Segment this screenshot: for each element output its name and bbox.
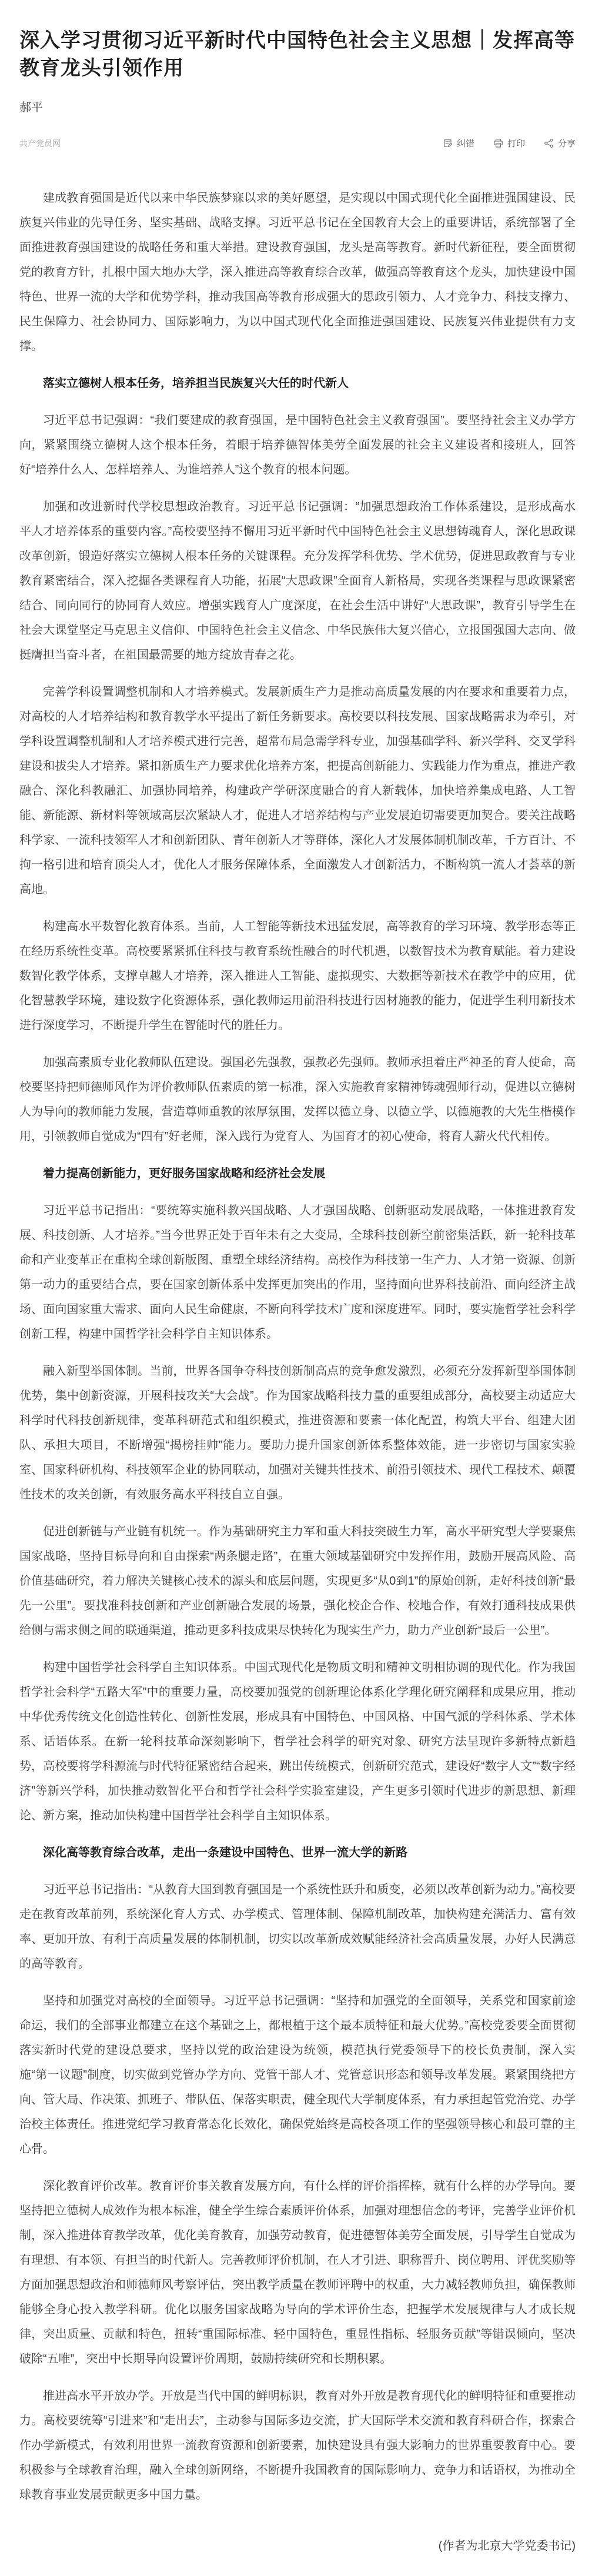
article-source: 共产党员网: [19, 138, 61, 148]
article-paragraph: 坚持和加强党对高校的全面领导。习近平总书记强调：“坚持和加强党的全面领导，关系党和国家前途命运，我们的全部事业都建立在这个基础之上，都根植于这个最本质特征和最大优势。”高校党委要全面贯彻落实新时代党的建设总要求，坚持以党的政治建设为统领，模范执行党委领导下的校长负责制，深入实施“第一议题”制度，切实做到党管办学方向、党管干部人才、党管意识形态和领导改革发展。紧紧围绕把方向、管大局、作决策、抓班子、带队伍、保落实职责，健全现代大学制度体系，有力承担起管党治党、办学治校主体责任。推进党纪学习教育常态化长效化，确保党始终是高校各项工作的坚强领导核心和最可靠的主心骨。: [19, 1994, 576, 2156]
share-icon: [544, 138, 554, 148]
article-paragraph: 完善学科设置调整机制和人才培养模式。发展新质生产力是推动高质量发展的内在要求和重要着力点，对高校的人才培养结构和教育教学水平提出了新任务新要求。高校要以科技发展、国家战略需求为牵引，对学科设置调整机制和人才培养模式进行完善，超常布局急需学科专业，加强基础学科、新兴学科、交叉学科建设和拔尖人才培养。紧扣新质生产力要求优化培养方案，把提高创新能力、实践能力作为重点，推进产教融合、深化科教融汇、加强协同培养，构建政产学研深度融合的育人新载体，加快培养集成电路、人工智能、新能源、新材料等领域高层次紧缺人才，促进人才培养结构与产业发展迫切需要更加契合。要关注战略科学家、一流科技领军人才和创新团队、青年创新人才等群体，深化人才发展体制机制改革，千方百计、不拘一格引进和培育顶尖人才，优化人才服务保障体系，全面激发人才创新活力，不断构筑一流人才荟萃的新高地。: [19, 686, 576, 896]
article-toolbar: [443, 137, 576, 149]
article-title: 深入学习贯彻习近平新时代中国特色社会主义思想｜发挥高等教育龙头引领作用: [19, 29, 575, 79]
share-label: 分享: [557, 139, 576, 149]
correction-icon: [443, 138, 453, 148]
section-heading: 深化高等教育综合改革，走出一条建设中国特色、世界一流大学的新路: [43, 1846, 407, 1859]
section-heading: 着力提高创新能力，更好服务国家战略和经济社会发展: [43, 1167, 325, 1180]
article-paragraph: 构建高水平数智化教育体系。当前，人工智能等新技术迅猛发展，高等教育的学习环境、教学形态等正在经历系统性变革。高校要紧紧抓住科技与教育系统性融合的时代机遇，以数智技术为教育赋能。着力建设数智化教学体系，支撑卓越人才培养，深入推进人工智能、虚拟现实、大数据等新技术在教学中的应用，优化智慧教学环境，建设数字化资源体系，强化教师运用前沿科技进行因材施教的能力，促进学生利用新技术进行深度学习，不断提升学生在智能时代的胜任力。: [19, 920, 576, 1032]
meta-row: [19, 137, 576, 149]
article-paragraph: 推进高水平开放办学。开放是当代中国的鲜明标识，教育对外开放是教育现代化的鲜明特征和重要推动力。高校要统筹“引进来”和“走出去”，主动参与国际多边交流，扩大国际学术交流和教育科研合作，探索合作办学新模式，有效利用世界一流教育资源和创新要素，加快建设具有强大影响力的世界重要教育中心。要积极参与全球教育治理，融入全球创新网络，不断提升我国教育的国际影响力、竞争力和话语权，为推动全球教育事业发展贡献更多中国力量。: [19, 2390, 576, 2501]
article-paragraph: 习近平总书记指出：“要统筹实施科教兴国战略、人才强国战略、创新驱动发展战略，一体推进教育发展、科技创新、人才培养。”当今世界正处于百年未有之大变局，全球科技创新空前密集活跃，新一轮科技革命和产业变革正在重构全球创新版图、重塑全球经济结构。高校作为科技第一生产力、人才第一资源、创新第一动力的重要结合点，要在国家创新体系中发挥更加突出的作用，坚持面向世界科技前沿、面向经济主战场、面向国家重大需求、面向人民生命健康，不断向科学技术广度和深度进军。同时，要实施哲学社会科学创新工程，构建中国哲学社会科学自主知识体系。: [19, 1204, 576, 1341]
article-paragraph: 深化教育评价改革。教育评价事关教育发展方向，有什么样的评价指挥棒，就有什么样的办学导向。要坚持把立德树人成效作为根本标准，健全学生综合素质评价体系，加强对理想信念的考评，完善学业评价机制，深入推进体育教学改革，优化美育教育，加强劳动教育，促进德智体美劳全面发展，引导学生自觉成为有理想、有本领、有担当的时代新人。完善教师评价机制，在人才引进、职称晋升、岗位聘用、评优奖励等方面加强思想政治和师德师风考察评估，突出教学质量在教师评聘中的权重，大力减轻教师负担，确保教师能够全身心投入教学科研。优化以服务国家战略为导向的学术评价生态，把握学术发展规律与人才成长规律，突出质量、贡献和特色，扭转“重国际标准、轻中国特色，重显性指标、轻服务贡献”等错误倾向，坚决破除“五唯”，突出中长期导向设置评价周期，鼓励持续研究和长期积累。: [19, 2180, 576, 2365]
article-author: 郝平: [19, 101, 43, 114]
article-paragraph: 习近平总书记指出：“从教育大国到教育强国是一个系统性跃升和质变，必须以改革创新为动力。”高校要走在教育改革前列，系统深化育人方式、办学模式、管理体制、保障机制改革，加快构建充满活力、富有效率、更加开放、有利于高质量发展的体制机制，切实以改革新成效赋能经济社会高质量发展，办好人民满意的高等教育。: [19, 1883, 576, 1970]
correction-button[interactable]: [443, 137, 474, 149]
print-label: 打印: [507, 139, 525, 149]
share-button[interactable]: [544, 137, 576, 149]
article-paragraph: 融入新型举国体制。当前，世界各国争夺科技创新制高点的竞争愈发激烈，必须充分发挥新型举国体制优势，集中创新资源，开展科技攻关“大会战”。作为国家战略科技力量的重要组成部分，高校要主动适应大科学时代科技创新规律，变革科研范式和组织模式，推进资源和要素一体化配置，构筑大平台、组建大团队、承担大项目，不断增强“揭榜挂帅”能力。要助力提升国家创新体系整体效能，进一步密切与国家实验室、国家科研机构、科技领军企业的协同联动，加强对关键共性技术、前沿引领技术、现代工程技术、颠覆性技术的攻关创新，有效服务高水平科技自立自强。: [19, 1365, 576, 1501]
section-heading: 落实立德树人根本任务，培养担当民族复兴大任的时代新人: [43, 377, 349, 390]
article-paragraph: 构建中国哲学社会科学自主知识体系。中国式现代化是物质文明和精神文明相协调的现代化。作为我国哲学社会科学“五路大军”中的重要力量，高校要加强党的创新理论体系化学理化研究阐释和成果应用，推动中华优秀传统文化创造性转化、创新性发展，形成具有中国特色、中国风格、中国气派的学科体系、学术体系、话语体系。在新一轮科技革命深刻影响下，哲学社会科学的研究对象、研究方法呈现许多新特点新趋势，高校要将学科源流与时代特征紧密结合起来，跳出传统模式，创新研究范式，建设好“数字人文”“数字经济”等新兴学科，加快推动数智化平台和哲学社会科学实验室建设，产生更多引领时代进步的新思想、新理论、新方案，推动加快构建中国哲学社会科学自主知识体系。: [19, 1661, 576, 1822]
author-note: (作者为北京大学党委书记): [438, 2540, 576, 2552]
article-paragraph: 加强和改进新时代学校思想政治教育。习近平总书记强调：“加强思想政治工作体系建设，是形成高水平人才培养体系的重要内容。”高校要坚持不懈用习近平新时代中国特色社会主义思想铸魂育人，深化思政课改革创新，锻造好落实立德树人根本任务的关键课程。充分发挥学科优势、学术优势，促进思政教育与专业教育紧密结合，深入挖掘各类课程育人功能，拓展“大思政课”全面育人新格局，实现各类课程与思政课紧密结合、同向同行的协同育人效应。增强实践育人广度深度，在社会生活中讲好“大思政课”，教育引导学生在社会大课堂坚定马克思主义信仰、中国特色社会主义信念、中华民族伟大复兴信心，立报国强国大志向、做挺膺担当奋斗者，在祖国最需要的地方绽放青春之花。: [19, 500, 576, 661]
print-button[interactable]: [493, 137, 525, 149]
article-body: [19, 186, 576, 2507]
correction-label: 纠错: [456, 139, 474, 149]
article-paragraph: 促进创新链与产业链有机统一。作为基础研究主力军和重大科技突破生力军，高水平研究型大学要聚焦国家战略，坚持目标导向和自由探索“两条腿走路”，在重大领域基础研究中发挥作用，鼓励开展高风险、高价值基础研究，着力解决关键核心技术的源头和底层问题，实现更多“从0到1”的原始创新，走好科技创新“最先一公里”。要找准科技创新和产业创新融合发展的场景，强化校企合作、校地合作，有效打通科技成果供给侧与需求侧之间的联通渠道，推动更多科技成果尽快转化为现实生产力，助力产业创新“最后一公里”。: [19, 1525, 576, 1637]
article-paragraph: 习近平总书记强调：“我们要建成的教育强国，是中国特色社会主义教育强国”。要坚持社会主义办学方向，紧紧围绕立德树人这个根本任务，着眼于培养德智体美劳全面发展的社会主义建设者和接班人，回答好“培养什么人、怎样培养人、为谁培养人”这个教育的根本问题。: [19, 414, 576, 476]
article-paragraph: 加强高素质专业化教师队伍建设。强国必先强教，强教必先强师。教师承担着庄严神圣的育人使命，高校要坚持把师德师风作为评价教师队伍素质的第一标准，深入实施教育家精神铸魂强师行动，促进以立德树人为导向的教师能力发展，营造尊师重教的浓厚氛围，发挥以德立身、以德立学、以德施教的大先生楷模作用，引领教师自觉成为“四有”好老师，深入践行为党育人、为国育才的初心使命，将育人薪火代代相传。: [19, 1056, 576, 1143]
print-icon: [493, 138, 503, 148]
article-paragraph: 建成教育强国是近代以来中华民族梦寐以求的美好愿望，是实现以中国式现代化全面推进强国建设、民族复兴伟业的先导任务、坚实基础、战略支撑。习近平总书记在全国教育大会上的重要讲话，系统部署了全面推进教育强国建设的战略任务和重大举措。建设教育强国，龙头是高等教育。新时代新征程，要全面贯彻党的教育方针，扎根中国大地办大学，深入推进高等教育综合改革，做强高等教育这个龙头，加快建设中国特色、世界一流的大学和优势学科，推动我国高等教育形成强大的思政引领力、人才竞争力、科技支撑力、民生保障力、社会协同力、国际影响力，为以中国式现代化全面推进强国建设、民族复兴伟业提供有力支撑。: [19, 192, 576, 353]
